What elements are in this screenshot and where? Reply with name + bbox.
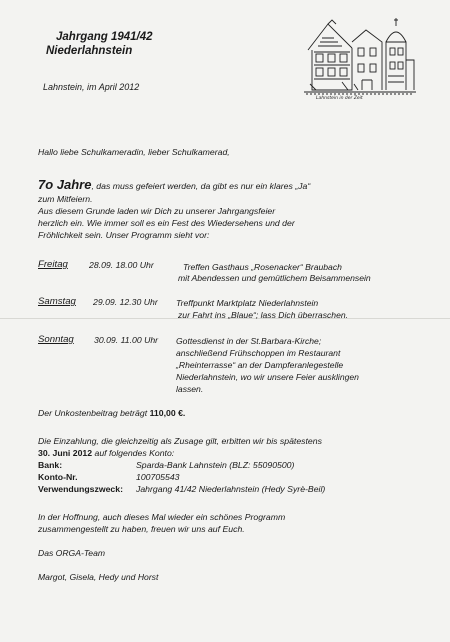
title-line-2: Niederlahnstein	[46, 45, 133, 57]
program-time-saturday: 29.09. 12.30 Uhr	[93, 297, 158, 307]
date-line: Lahnstein, im April 2012	[43, 82, 140, 92]
intro-line-1-rest: , das muss gefeiert werden, da gibt es nur ein klares „Ja“	[91, 181, 311, 191]
program-day-saturday: Samstag	[38, 296, 76, 307]
program-saturday-line-1: Treffpunkt Marktplatz Niederlahnstein	[176, 298, 319, 308]
payment-bank-label: Bank:	[38, 460, 63, 470]
payment-account-value: 100705543	[136, 472, 180, 482]
intro-line-1	[38, 177, 310, 192]
fee-text: Der Unkostenbeitrag beträgt	[38, 408, 150, 418]
town-sketch-illustration	[302, 12, 418, 101]
intro-line-5: Fröhlichkeit sein. Unser Programm sieht vor:	[38, 230, 210, 240]
payment-bank-value: Sparda-Bank Lahnstein (BLZ: 55090500)	[136, 460, 295, 470]
title-line-1: Jahrgang 1941/42	[56, 31, 153, 43]
intro-line-2: zum Mitfeiern.	[38, 194, 93, 204]
signature-names: Margot, Gisela, Hedy und Horst	[38, 572, 159, 582]
program-friday-line-1: Treffen Gasthaus „Rosenacker“ Braubach	[183, 262, 342, 272]
program-saturday-line-2: zur Fahrt ins „Blaue“; lass Dich überraschen.	[178, 310, 349, 320]
program-day-friday: Freitag	[38, 259, 68, 270]
program-sunday-line-4: Niederlahnstein, wo wir unsere Feier ausklingen	[176, 372, 359, 382]
program-friday-line-2: mit Abendessen und gemütlichem Beisammensein	[178, 273, 371, 283]
closing-line-2: zusammengestellt zu haben, freuen wir uns auf Euch.	[38, 524, 245, 534]
payment-purpose-value: Jahrgang 41/42 Niederlahnstein (Hedy Syrè-Beil)	[136, 484, 326, 494]
closing-line-1: In der Hoffnung, auch dieses Mal wieder ein schönes Programm	[38, 512, 286, 522]
program-time-friday: 28.09. 18.00 Uhr	[89, 260, 154, 270]
program-sunday-line-5: lassen.	[176, 384, 204, 394]
intro-line-4: herzlich ein. Wie immer soll es ein Fest des Wiedersehens und der	[38, 218, 295, 228]
seventy-years-heading: 7o Jahre	[38, 177, 92, 192]
intro-line-3: Aus diesem Grunde laden wir Dich zu unserer Jahrgangsfeier	[38, 206, 276, 216]
signature-team: Das ORGA-Team	[38, 548, 106, 558]
payment-line-2	[38, 448, 174, 458]
payment-deadline: 30. Juni 2012	[38, 448, 93, 458]
payment-line-1: Die Einzahlung, die gleichzeitig als Zusage gilt, erbitten wir bis spätestens	[38, 436, 322, 446]
fee-amount: 110,00 €.	[149, 408, 186, 418]
greeting: Hallo liebe Schulkameradin, lieber Schulkamerad,	[38, 147, 230, 157]
program-sunday-line-3: „Rheinterrasse“ an der Dampferanlegestelle	[176, 360, 344, 370]
fee-line	[38, 408, 185, 418]
payment-line-2-rest: auf folgendes Konto:	[92, 448, 175, 458]
program-day-sunday: Sonntag	[38, 334, 74, 345]
payment-account-label: Konto-Nr.	[38, 472, 78, 482]
payment-purpose-label: Verwendungszweck:	[38, 484, 123, 494]
program-sunday-line-1: Gottesdienst in der St.Barbara-Kirche;	[176, 336, 322, 346]
program-time-sunday: 30.09. 11.00 Uhr	[94, 335, 159, 345]
program-sunday-line-2: anschließend Frühschoppen im Restaurant	[176, 348, 341, 358]
sketch-caption: Lahnstein in der Zeit	[316, 96, 363, 101]
